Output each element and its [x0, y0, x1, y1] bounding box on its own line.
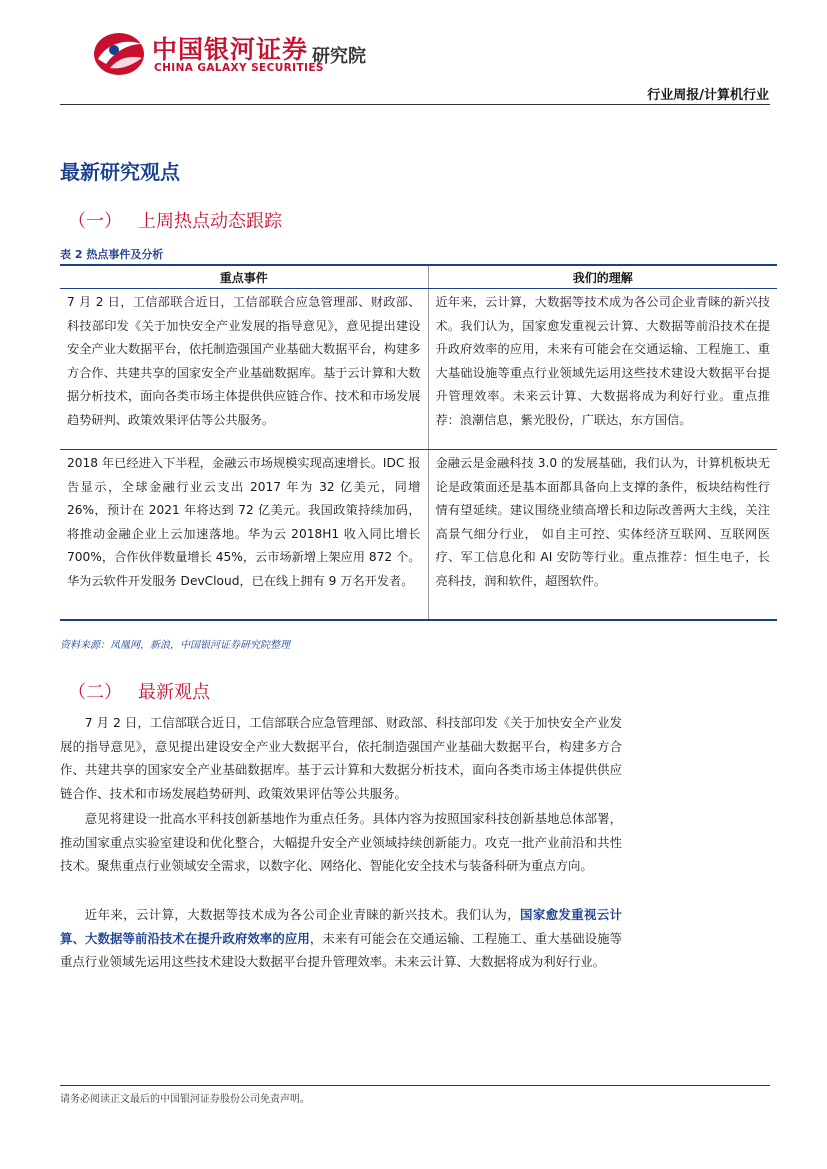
- section-number: （二）: [68, 682, 122, 703]
- table-cell-event: 7 月 2 日，工信部联合近日，工信部联合应急管理部、财政部、科技部印发《关于加快安全产业发展的指导意见》，意见提出建设安全产业大数据平台，依托制造强国产业基础大数据平台，构建多方合作、共建共享的国家安全产业基础数据库。基于云计算和大数据分析技术，面向各类市场主体提供供应链合作、技术和市场发展趋势研判、政策效果评估等公共服务。: [60, 289, 428, 450]
- page-title: 最新研究观点: [60, 160, 180, 184]
- table-cell-view: 金融云是金融科技 3.0 的发展基础，我们认为，计算机板块无论是政策面还是基本面都具备向上支撑的条件，板块结构性行情有望延续。建议围绕业绩高增长和边际改善两大主线，关注高景气细分行业， 如自主可控、实体经济互联网、互联网医疗、军工信息化和 AI 安防等行业。重点推荐：恒生电子，长亮科技，润和软件，超图软件。: [428, 450, 777, 621]
- section-title: 最新观点: [138, 682, 210, 703]
- section-number: （一）: [68, 211, 122, 232]
- footer-divider: [60, 1085, 770, 1086]
- brand-name-cn: 中国银河证券: [152, 35, 309, 64]
- section-heading-1: [68, 207, 282, 233]
- table-row: [60, 450, 777, 621]
- body-paragraph: 7 月 2 日，工信部联合近日，工信部联合应急管理部、财政部、科技部印发《关于加快安全产业发展的指导意见》，意见提出建设安全产业大数据平台，依托制造强国产业基础大数据平台，构建多方合作、共建共享的国家安全产业基础数据库。基于云计算和大数据分析技术，面向各类市场主体提供供应链合作、技术和市场发展趋势研判、政策效果评估等公共服务。: [60, 715, 622, 801]
- body-paragraph: 意见将建设一批高水平科技创新基地作为重点任务。具体内容为按照国家科技创新基地总体部署，推动国家重点实验室建设和优化整合，大幅提升安全产业领域持续创新能力。攻克一批产业前沿和共性技术。聚焦重点行业领域安全需求，以数字化、网络化、智能化安全技术与装备科研为重点方向。: [60, 811, 622, 873]
- paragraph-text: 近年来，云计算，大数据等技术成为各公司企业青睐的新兴技术。我们认为，: [84, 907, 521, 922]
- brand-subtitle: 研究院: [312, 46, 366, 67]
- table-header-cell: 重点事件: [60, 265, 428, 289]
- hot-events-table: [60, 264, 777, 621]
- disclaimer-note: 请务必阅读正文最后的中国银河证券股份公司免责声明。: [60, 1094, 310, 1105]
- highlighted-text: 国家愈发重视云计算、大数据等前沿技术在提升政府效率的应用: [60, 907, 623, 946]
- section-heading-2: [68, 678, 210, 704]
- brand-name-en: CHINA GALAXY SECURITIES: [154, 62, 324, 74]
- table-cell-event: 2018 年已经进入下半程，金融云市场规模实现高速增长。IDC 报告显示，全球金融行业云支出 2017 年为 32 亿美元，同增 26%，预计在 2021 年将达到 72 亿美元。我国政策持续加码，将推动金融企业上云加速落地。华为云 2018H1 收入同比增长 700%，合作伙伴数量增长 45%，云市场新增上架应用 872 个。华为云软件开发服务 DevCloud，已在线上拥有 9 万名开发者。: [60, 450, 428, 621]
- header-divider: [60, 104, 770, 105]
- body-paragraph: [60, 903, 622, 974]
- table-header-row: [60, 265, 777, 289]
- table-row: [60, 289, 777, 450]
- report-category-tag: 行业周报/计算机行业: [647, 88, 769, 103]
- paragraph-text: ，未来有可能会在交通运输、工程施工、重大基础设施等重点行业领域先运用这些技术建设大数据平台提升管理效率。未来云计算、大数据将成为利好行业。: [60, 930, 623, 969]
- table-source-note: 资料来源：凤凰网，新浪，中国银河证券研究院整理: [60, 640, 290, 651]
- table-cell-view: 近年来，云计算，大数据等技术成为各公司企业青睐的新兴技术。我们认为，国家愈发重视云计算、大数据等前沿技术在提升政府效率的应用，未来有可能会在交通运输、工程施工、重大基础设施等重点行业领域先运用这些技术建设大数据平台提升管理效率。未来云计算、大数据将成为利好行业。重点推荐：浪潮信息，紫光股份，广联达，东方国信。: [428, 289, 777, 450]
- table-caption: 表 2 热点事件及分析: [60, 248, 164, 261]
- galaxy-logo-icon: [92, 28, 148, 78]
- table-header-cell: 我们的理解: [428, 265, 777, 289]
- section-title: 上周热点动态跟踪: [138, 211, 282, 232]
